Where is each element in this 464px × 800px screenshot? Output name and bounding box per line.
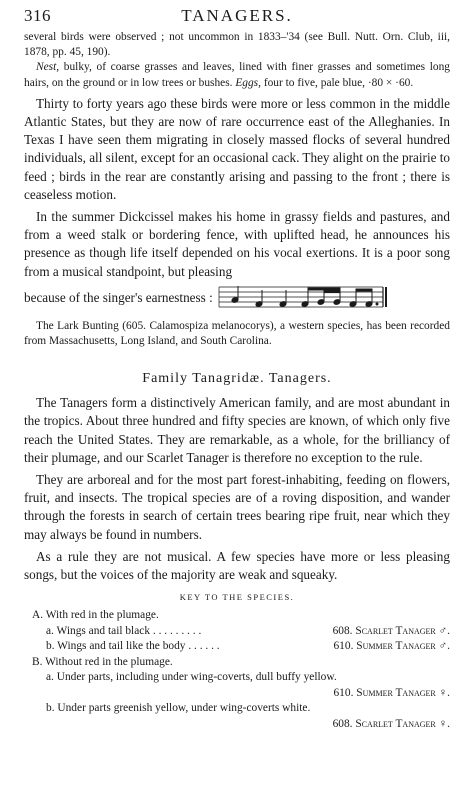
key-item-b-a: a. Under parts, including under wing-coverts, dull buffy yellow. — [46, 671, 337, 684]
key-item-a-b — [24, 639, 450, 655]
key-item-b-b: b. Under parts greenish yellow, under wing-coverts white. — [46, 702, 311, 715]
species-key — [24, 608, 450, 732]
key-group-a: A. With red in the plumage. — [32, 609, 159, 622]
page-number: 316 — [24, 6, 51, 25]
intro-note: several birds were observed ; not uncommon in 1833–'34 (see Bull. Nutt. Orn. Club, iii, 1878, pp. 45, 190). — [24, 31, 450, 59]
song-line-text: because of the singer's earnestness : — [24, 289, 213, 305]
eggs-label: Eggs — [235, 76, 259, 89]
key-item-text: a. Wings and tail black . . . . . . . . . — [46, 624, 202, 637]
key-item-result: 608. Scarlet Tanager ♀. — [332, 717, 450, 730]
family-paragraph-2: They are arboreal and for the most part forest-inhabiting, feeding on flowers, fruit, and insects. The tropical species are of a roving disposition, and wander through the forests in search of certain trees bearing ripe fruit, near which they may always be found in numbers. — [24, 472, 450, 542]
family-paragraph-3: As a rule they are not musical. A few species have more or less pleasing songs, but the voices of the majority are weak and squeaky. — [24, 548, 450, 583]
nest-text: , bulky, of coarse grasses and leaves, lined with finer grasses and sometimes long hairs, on the ground or in low trees or bushes. — [24, 61, 450, 89]
paragraph-summer-song: In the summer Dickcissel makes his home in grassy fields and pastures, and from a weed stalk or bordering fence, with uplifted head, he announces his presence as though life itself depended on his vocal exertions. It is a poor song from a musical standpoint, but pleasing — [24, 209, 450, 279]
paragraph-migration: Thirty to forty years ago these birds were more or less common in the middle Atlantic States, but they are now of rare occurrence east of the Alleghanies. In Texas I have seen them migrating in closely massed flocks of several hundred individuals, all silent, except for an occasional cack. They alight on the prairie to feed ; birds in the rear are constantly arising and passing to the front ; there is ceaseless motion. — [24, 95, 451, 202]
key-item-result: 610. Summer Tanager ♂. — [333, 640, 450, 653]
key-item-a-a — [24, 624, 450, 640]
running-title: TANAGERS. — [181, 6, 293, 25]
eggs-text: , four to five, pale blue, ·80 × ·60. — [258, 76, 414, 89]
lark-bunting-note: The Lark Bunting (605. Calamospiza melanocorys), a western species, has been recorded from Massachusetts, Long Island, and South Carolina. — [24, 319, 450, 348]
key-group-b: B. Without red in the plumage. — [32, 655, 173, 668]
nest-label: Nest — [36, 61, 57, 74]
family-heading: Family Tanagridæ. Tanagers. — [142, 371, 332, 387]
page-header — [24, 6, 450, 30]
song-line — [24, 283, 450, 313]
key-item-text: b. Wings and tail like the body . . . . . . — [46, 640, 220, 653]
music-notation-icon — [217, 283, 389, 313]
nest-note — [24, 60, 450, 90]
key-item-result: 608. Scarlet Tanager ♂. — [332, 624, 450, 637]
key-item-result: 610. Summer Tanager ♀. — [333, 686, 450, 699]
key-title: KEY TO THE SPECIES. — [179, 592, 295, 603]
family-paragraph-1: The Tanagers form a distinctively American family, and are most abundant in the tropics. About three hundred and fifty species are known, of which only five reach the United States. They are remarkable, as a whole, for the brilliancy of their plumage, and our Scarlet Tanager is therefore no exception to the rule. — [24, 395, 450, 465]
